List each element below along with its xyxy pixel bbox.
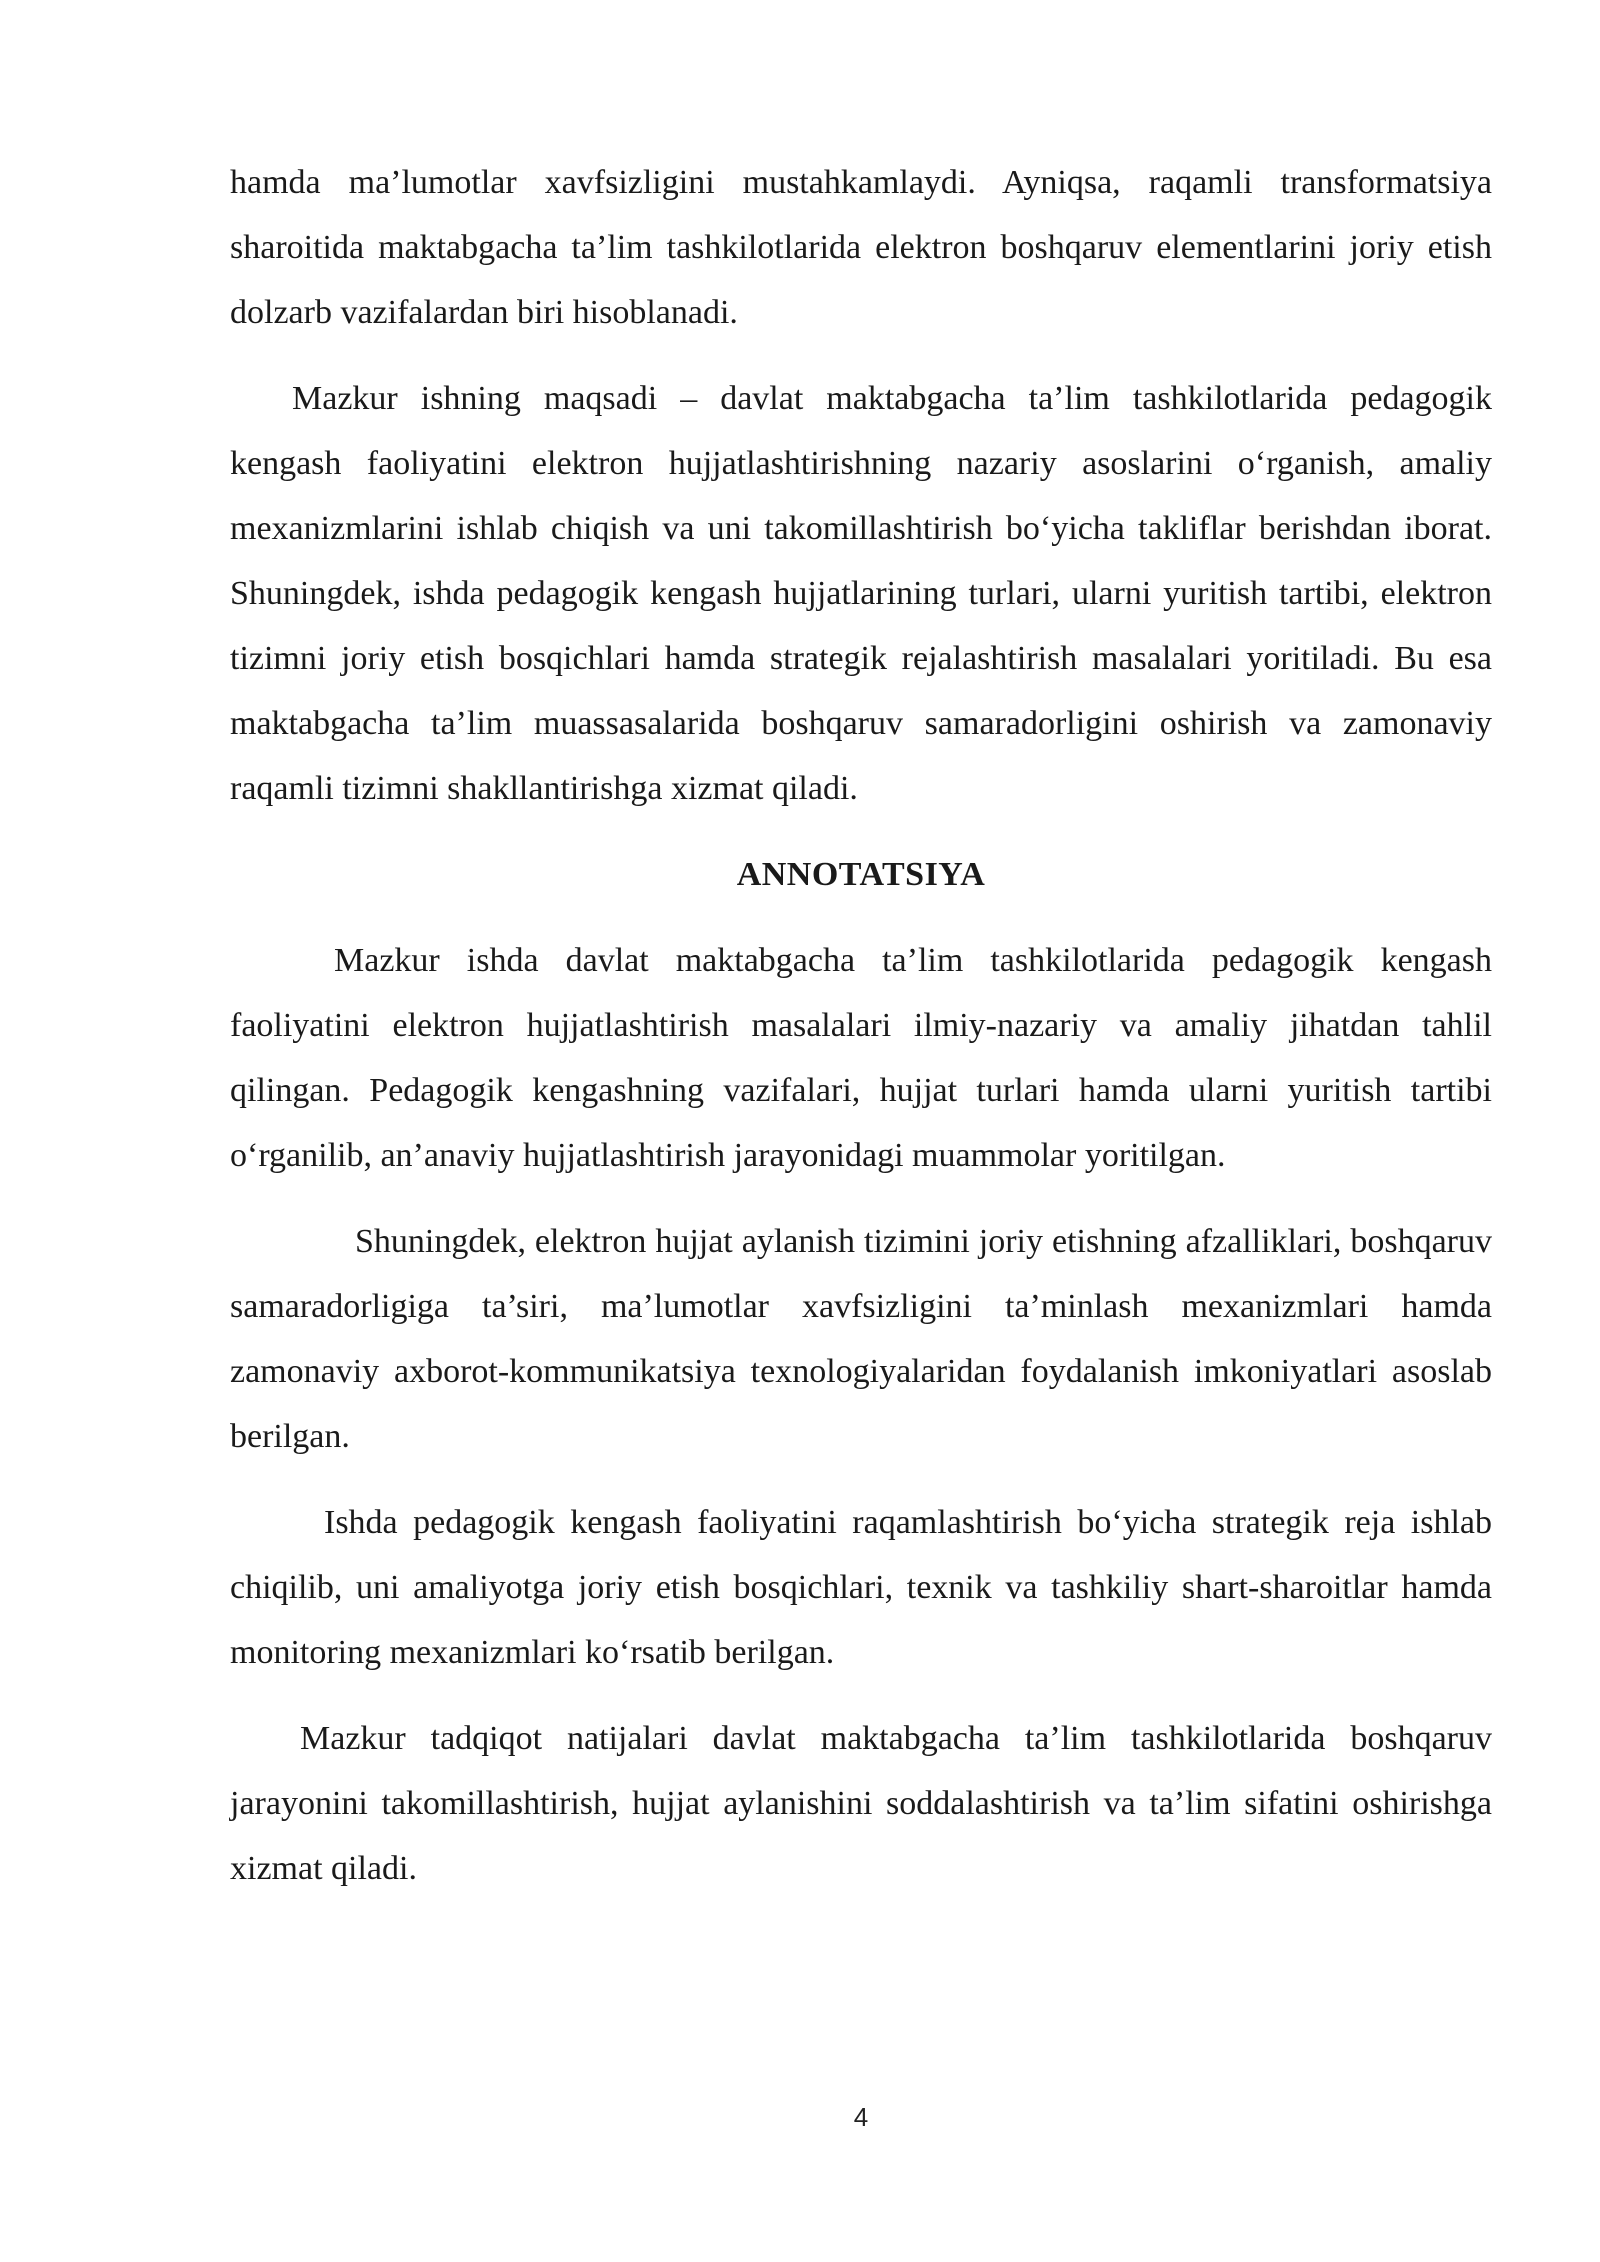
annotation-paragraph: Mazkur tadqiqot natijalari davlat maktabgacha ta’lim tashkilotlarida boshqaruv jarayonini takomillashtirish, hujjat aylanishini soddalashtirish va ta’lim sifatini oshirishga xizmat qiladi. [230,1720,1492,1887]
annotation-heading: ANNOTATSIYA [736,856,986,893]
body-paragraph: hamda ma’lumotlar xavfsizligini mustahkamlaydi. Ayniqsa, raqamli transformatsiya sharoitida maktabgacha ta’lim tashkilotlarida elektron boshqaruv elementlarini joriy etish dolzarb vazifalardan biri hisoblanadi. [230,164,1492,331]
annotation-paragraph: Mazkur ishda davlat maktabgacha ta’lim tashkilotlarida pedagogik kengash faoliyatini elektron hujjatlashtirish masalalari ilmiy-nazariy va amaliy jihatdan tahlil qilingan. Pedagogik kengashning vazifalari, hujjat turlari hamda ularni yuritish tartibi o‘rganilib, an’anaviy hujjatlashtirish jarayonidagi muammolar yoritilgan. [230,942,1492,1174]
page-number: 4 [853,2102,869,2132]
body-paragraph: Mazkur ishning maqsadi – davlat maktabgacha ta’lim tashkilotlarida pedagogik kengash faoliyatini elektron hujjatlashtirishning nazariy asoslarini o‘rganish, amaliy mexanizmlarini ishlab chiqish va uni takomillashtirish bo‘yicha takliflar berishdan iborat. Shuningdek, ishda pedagogik kengash hujjatlarining turlari, ularni yuritish tartibi, elektron tizimni joriy etish bosqichlari hamda strategik rejalashtirish masalalari yoritiladi. Bu esa maktabgacha ta’lim muassasalarida boshqaruv samaradorligini oshirish va zamonaviy raqamli tizimni shakllantirishga xizmat qiladi. [230,380,1492,807]
annotation-paragraph: Ishda pedagogik kengash faoliyatini raqamlashtirish bo‘yicha strategik reja ishlab chiqilib, uni amaliyotga joriy etish bosqichlari, texnik va tashkiliy shart-sharoitlar hamda monitoring mexanizmlari ko‘rsatib berilgan. [230,1504,1492,1671]
document-page [230,150,1492,1901]
annotation-paragraph: Shuningdek, elektron hujjat aylanish tizimini joriy etishning afzalliklari, boshqaruv samaradorligiga ta’siri, ma’lumotlar xavfsizligini ta’minlash mexanizmlari hamda zamonaviy axborot-kommunikatsiya texnologiyalaridan foydalanish imkoniyatlari asoslab berilgan. [230,1223,1492,1455]
